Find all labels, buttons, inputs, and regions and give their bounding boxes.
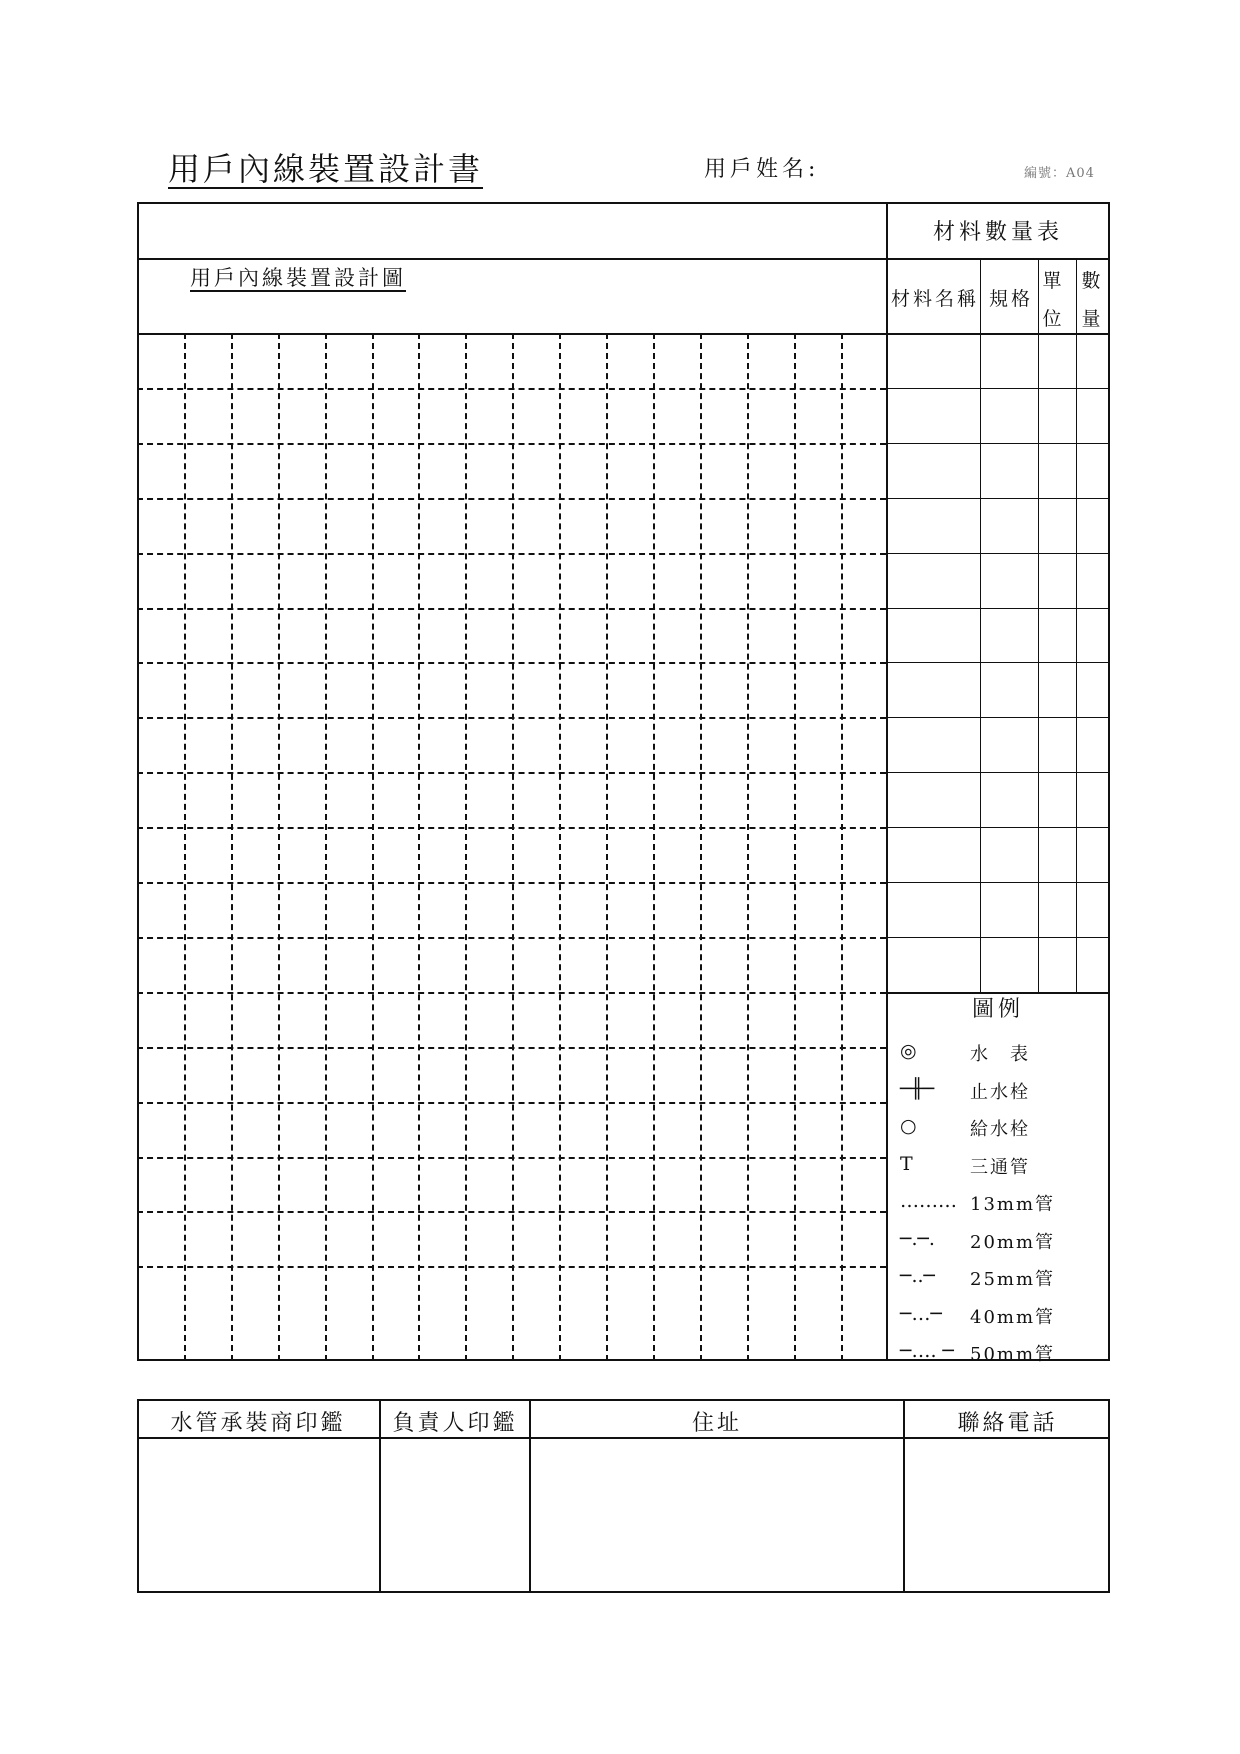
form-title: 用戶內線裝置設計書 — [168, 150, 484, 188]
materials-cell[interactable] — [1039, 609, 1076, 662]
materials-cell[interactable] — [1077, 444, 1108, 497]
materials-cell[interactable] — [888, 554, 980, 607]
materials-cell[interactable] — [981, 444, 1038, 497]
header-separator — [137, 258, 1110, 260]
grid-col-line — [231, 333, 233, 1361]
grid-col-line — [372, 333, 374, 1361]
materials-cell[interactable] — [888, 718, 980, 771]
materials-cell[interactable] — [888, 499, 980, 552]
grid-col-line — [278, 333, 280, 1361]
grid-col-line — [418, 333, 420, 1361]
legend-label: 止水栓 — [970, 1082, 1030, 1103]
legend-symbol: ─…. ─ — [900, 1340, 954, 1362]
materials-cell[interactable] — [981, 334, 1038, 387]
grid-col-line — [747, 333, 749, 1361]
materials-cell[interactable] — [888, 609, 980, 662]
materials-cell[interactable] — [1077, 938, 1108, 991]
materials-cell[interactable] — [1077, 334, 1108, 387]
user-name-label: 用戶姓名: — [704, 157, 820, 182]
header-responsible-seal: 負責人印鑑 — [392, 1411, 518, 1436]
contractor-seal-cell[interactable] — [139, 1439, 379, 1591]
grid-col-line — [325, 333, 327, 1361]
materials-cell[interactable] — [1039, 718, 1076, 771]
grid-col-line — [794, 333, 796, 1361]
legend-label: 13mm管 — [970, 1194, 1056, 1215]
phone-cell[interactable] — [905, 1439, 1108, 1591]
materials-cell[interactable] — [1039, 663, 1076, 716]
legend-symbol: ─╫─ — [900, 1078, 935, 1100]
legend-symbol: ─…─ — [900, 1303, 942, 1325]
materials-cell[interactable] — [1039, 334, 1076, 387]
materials-cell[interactable] — [981, 389, 1038, 442]
materials-cell[interactable] — [981, 938, 1038, 991]
header-address: 住址 — [691, 1411, 742, 1436]
legend-symbol: ─.─. — [900, 1228, 935, 1250]
materials-cell[interactable] — [1039, 883, 1076, 936]
materials-cell[interactable] — [888, 828, 980, 881]
materials-cell[interactable] — [888, 938, 980, 991]
grid-col-line — [606, 333, 608, 1361]
materials-cell[interactable] — [1039, 554, 1076, 607]
materials-cell[interactable] — [981, 718, 1038, 771]
materials-cell[interactable] — [981, 773, 1038, 826]
materials-cell[interactable] — [888, 334, 980, 387]
materials-cell[interactable] — [1039, 389, 1076, 442]
materials-cell[interactable] — [981, 499, 1038, 552]
legend-symbol: ……… — [900, 1190, 957, 1212]
materials-cell[interactable] — [1039, 444, 1076, 497]
materials-cell[interactable] — [981, 554, 1038, 607]
materials-cell[interactable] — [1039, 499, 1076, 552]
legend-label: 給水栓 — [970, 1119, 1030, 1140]
materials-cell[interactable] — [1039, 938, 1076, 991]
materials-cell[interactable] — [981, 828, 1038, 881]
legend-symbol: ◎ — [900, 1040, 917, 1062]
diagram-title: 用戶內線裝置設計圖 — [190, 266, 406, 290]
materials-cell[interactable] — [1077, 554, 1108, 607]
legend-label: 三通管 — [970, 1157, 1030, 1178]
materials-cell[interactable] — [981, 883, 1038, 936]
grid-col-line — [841, 333, 843, 1361]
materials-cell[interactable] — [888, 389, 980, 442]
col-qty-char-2: 量 — [1081, 308, 1101, 330]
materials-cell[interactable] — [888, 444, 980, 497]
header-phone: 聯絡電話 — [957, 1411, 1058, 1436]
materials-cell[interactable] — [1077, 718, 1108, 771]
legend-title: 圖例 — [971, 997, 1024, 1022]
legend-label: 50mm管 — [970, 1344, 1056, 1365]
grid-col-line — [465, 333, 467, 1361]
form-code: 編號：A04 — [1024, 166, 1095, 181]
materials-cell[interactable] — [1077, 828, 1108, 881]
materials-cell[interactable] — [981, 609, 1038, 662]
col-qty-char-1: 數 — [1081, 270, 1101, 292]
legend-label: 水 表 — [970, 1044, 1030, 1065]
col-material-name: 材料名稱 — [891, 288, 980, 310]
col-unit-char-1: 單 — [1042, 270, 1062, 292]
responsible-seal-cell[interactable] — [381, 1439, 529, 1591]
materials-cell[interactable] — [888, 663, 980, 716]
grid-col-line — [559, 333, 561, 1361]
header-contractor-seal: 水管承裝商印鑑 — [170, 1411, 346, 1436]
materials-cell[interactable] — [888, 773, 980, 826]
grid-col-line — [512, 333, 514, 1361]
legend-label: 25mm管 — [970, 1269, 1056, 1290]
col-unit-char-2: 位 — [1042, 308, 1062, 330]
materials-cell[interactable] — [1039, 828, 1076, 881]
grid-col-line — [653, 333, 655, 1361]
materials-title: 材料數量表 — [932, 220, 1063, 245]
materials-cell[interactable] — [1077, 773, 1108, 826]
address-cell[interactable] — [531, 1439, 903, 1591]
legend-label: 40mm管 — [970, 1307, 1056, 1328]
legend-symbol: T — [900, 1153, 913, 1175]
materials-cell[interactable] — [888, 883, 980, 936]
materials-cell[interactable] — [1077, 663, 1108, 716]
materials-cell[interactable] — [1039, 773, 1076, 826]
legend-symbol: ─..─ — [900, 1265, 935, 1287]
materials-cell[interactable] — [981, 663, 1038, 716]
legend-symbol: ○ — [900, 1115, 917, 1137]
materials-cell[interactable] — [1077, 389, 1108, 442]
grid-col-line — [184, 333, 186, 1361]
materials-cell[interactable] — [1077, 499, 1108, 552]
materials-cell[interactable] — [1077, 609, 1108, 662]
legend-label: 20mm管 — [970, 1232, 1056, 1253]
materials-cell[interactable] — [1077, 883, 1108, 936]
col-spec: 規格 — [989, 288, 1034, 310]
grid-col-line — [700, 333, 702, 1361]
